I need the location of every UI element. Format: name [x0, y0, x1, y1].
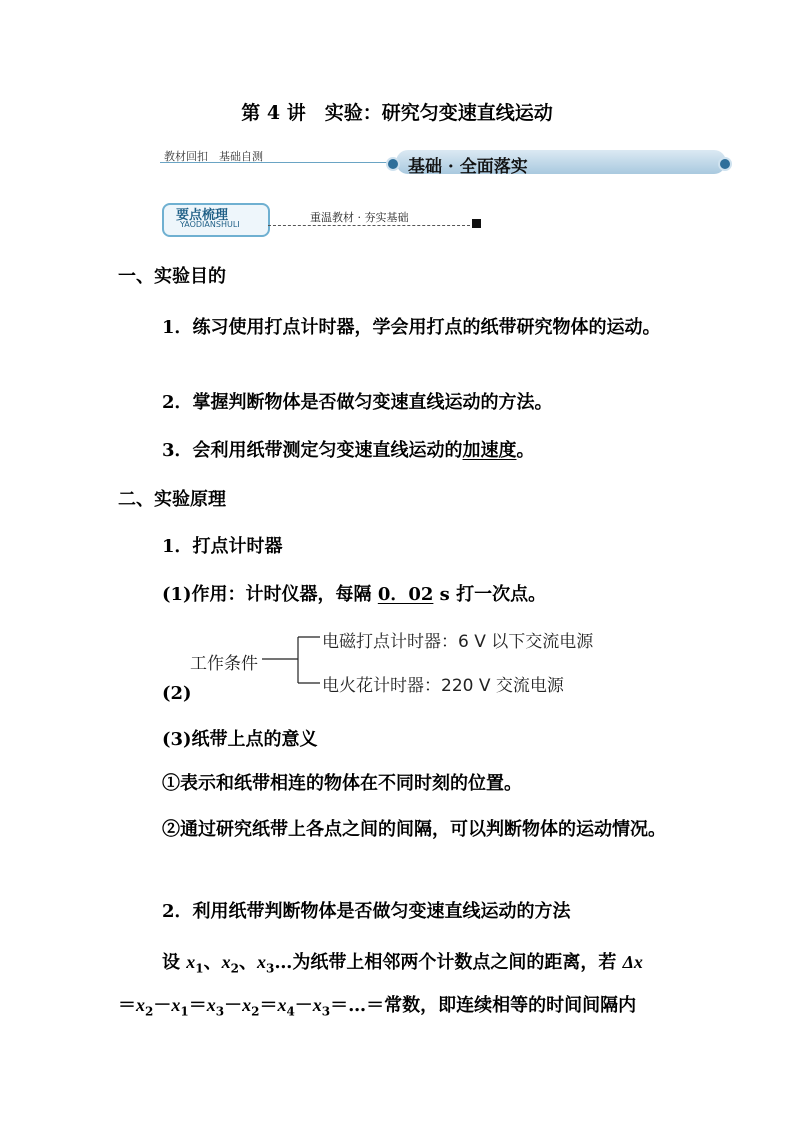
var-x: x: [242, 994, 252, 1015]
var-x: x: [171, 994, 181, 1015]
section-tag: [162, 203, 482, 237]
tag-subtitle: YAODIANSHULI: [180, 220, 240, 229]
var-x: x: [277, 994, 287, 1015]
subscript: 2: [230, 961, 239, 976]
section-heading: 一、实验目的: [118, 266, 226, 287]
tag-description: 重温教材 · 夯实基础: [310, 211, 409, 224]
paragraph: 2．利用纸带判断物体是否做匀变速直线运动的方法: [162, 901, 571, 922]
underlined-answer: 加速度: [462, 440, 517, 461]
paragraph: ①表示和纸带相连的物体在不同时刻的位置。: [162, 773, 522, 794]
paragraph: (2): [162, 683, 192, 704]
text-span: ＝: [118, 994, 136, 1016]
banner-main-text: 基础 · 全面落实: [408, 157, 528, 177]
section-banner: [160, 146, 716, 180]
text-span: －: [294, 994, 313, 1016]
underlined-answer: 0．02: [377, 584, 434, 605]
paragraph: 2．掌握判断物体是否做匀变速直线运动的方法。: [162, 392, 553, 413]
text-span: s 打一次点。: [433, 584, 547, 605]
subscript: 3: [321, 1004, 331, 1019]
text-span: 3．会利用纸带测定匀变速直线运动的: [162, 440, 463, 461]
paragraph: 1．练习使用打点计时器，学会用打点的纸带研究物体的运动。: [162, 317, 661, 338]
text-span: 设: [162, 952, 187, 973]
text-span: 、: [239, 952, 257, 973]
text-span: 、: [203, 952, 222, 973]
text-span: (1)作用：计时仪器，每隔: [162, 584, 378, 605]
text-span: ＝: [188, 994, 207, 1016]
subscript: 2: [251, 1004, 260, 1019]
text-span: ＝: [259, 994, 278, 1016]
var-delta-x: Δx: [622, 952, 643, 972]
banner-dot-icon: [386, 157, 400, 171]
page-title: 第 4 讲 实验：研究匀变速直线运动: [241, 102, 553, 124]
text-span: …为纸带上相邻两个计数点之间的距离，若: [274, 952, 623, 973]
text-span: 。: [516, 440, 535, 461]
var-x: x: [206, 994, 216, 1015]
text-span: －: [224, 994, 243, 1016]
section-heading: 二、实验原理: [118, 489, 226, 510]
square-bullet-icon: [472, 219, 481, 228]
text-span: －: [153, 994, 172, 1016]
subscript: 1: [195, 961, 204, 976]
tag-title: 要点梳理: [176, 208, 229, 223]
diagram-root: 工作条件: [190, 654, 258, 674]
var-x: x: [136, 994, 145, 1015]
var-x: x: [186, 952, 196, 972]
subscript: 3: [266, 961, 275, 976]
formula-paragraph: [118, 944, 678, 1029]
subscript: 2: [145, 1004, 154, 1019]
subscript: 4: [286, 1004, 295, 1019]
paragraph: ②通过研究纸带上各点之间的间隔，可以判断物体的运动情况。: [162, 819, 666, 840]
paragraph: 1．打点计时器: [162, 536, 283, 557]
var-x: x: [257, 952, 266, 972]
subscript: 1: [180, 1004, 189, 1019]
paragraph: [118, 437, 678, 465]
paragraph: [162, 581, 722, 609]
text-span: ＝…＝常数，即连续相等的时间间隔内: [330, 994, 637, 1016]
diagram-branch-1: 电磁打点计时器：6 V 以下交流电源: [322, 632, 594, 652]
subscript: 3: [215, 1004, 225, 1019]
var-x: x: [221, 952, 231, 972]
banner-dot-icon: [718, 157, 732, 171]
tag-dashed-line: [268, 225, 470, 226]
diagram-branch-2: 电火花计时器：220 V 交流电源: [322, 676, 564, 696]
paragraph: (3)纸带上点的意义: [162, 729, 318, 750]
var-x: x: [312, 994, 322, 1015]
banner-left-text: 教材回扣 基础自测: [164, 150, 263, 163]
